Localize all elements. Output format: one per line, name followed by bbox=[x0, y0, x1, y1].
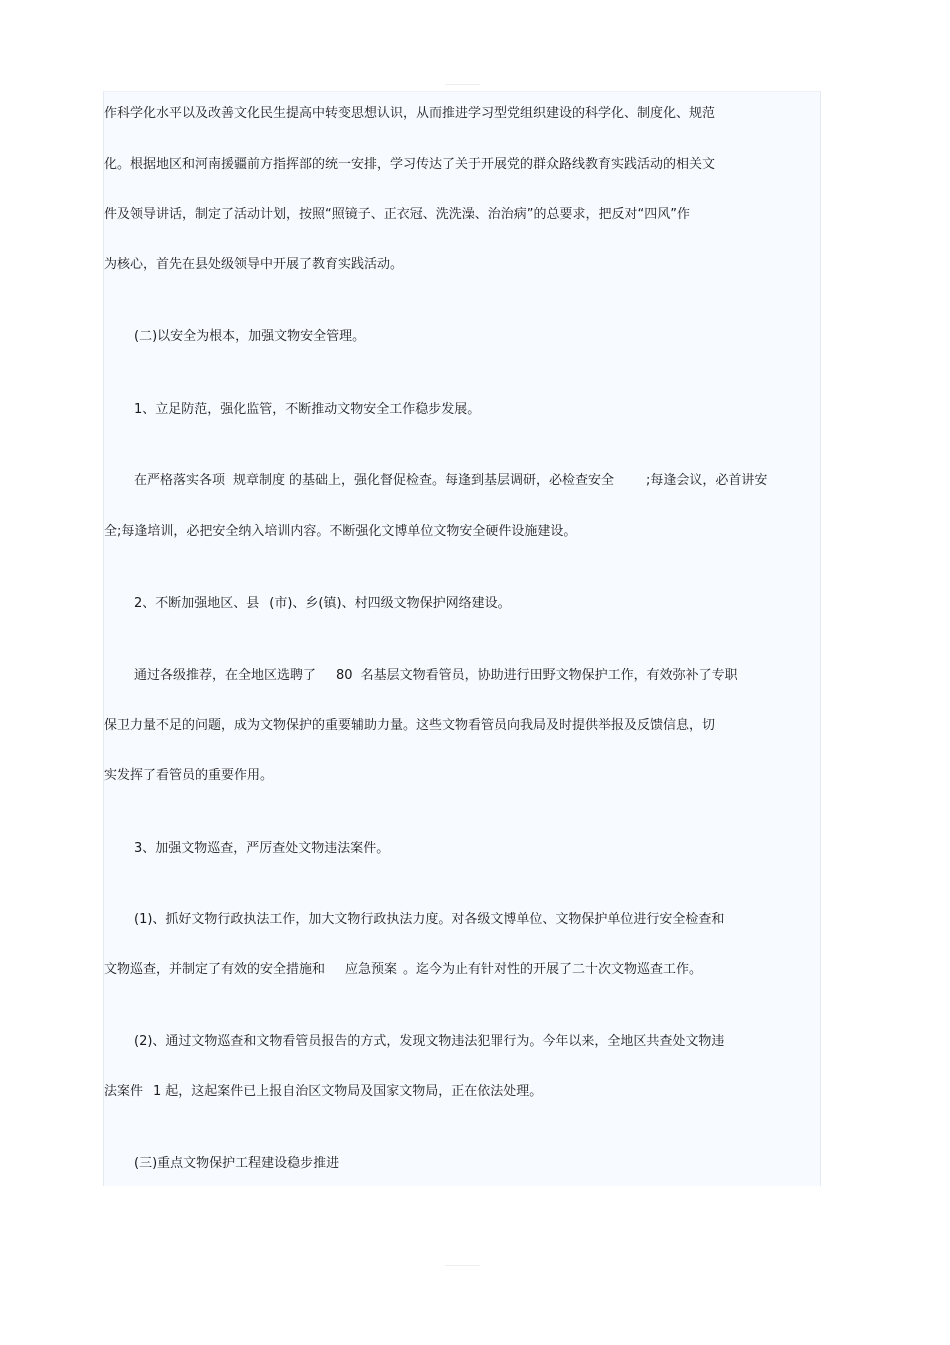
section-heading-2: (二)以安全为根本，加强文物安全管理。 bbox=[134, 329, 366, 344]
text-segment: 文物巡查，并制定了有效的安全措施和 bbox=[104, 962, 326, 977]
paragraph-1-line-1: 作科学化水平以及改善文化民生提高中转变思想认识，从而推进学习型党组织建设的科学化、制度化、规范 bbox=[104, 106, 716, 121]
text-segment: ;每逢会议，必首讲安 bbox=[646, 473, 768, 488]
custodian-paragraph-line-1 bbox=[134, 668, 738, 684]
custodian-paragraph-line-3: 实发挥了看管员的重要作用。 bbox=[104, 768, 274, 783]
subheading-2 bbox=[134, 596, 511, 612]
text-segment: 80 bbox=[336, 668, 353, 683]
section-heading-3: (三)重点文物保护工程建设稳步推进 bbox=[134, 1156, 340, 1171]
subheading-3: 3、加强文物巡查，严厉查处文物违法案件。 bbox=[134, 841, 390, 856]
text-segment: 通过各级推荐，在全地区选聘了 bbox=[134, 668, 317, 683]
text-segment: 1 bbox=[153, 1084, 162, 1099]
text-segment: 的基础上，强化督促检查。每逢到基层调研，必检查安全 bbox=[289, 473, 615, 488]
item-1-line-1: (1)、抓好文物行政执法工作，加大文物行政执法力度。对各级文博单位、文物保护单位进行安全检查和 bbox=[134, 912, 725, 927]
text-segment: 。迄今为止有针对性的开展了二十次文物巡查工作。 bbox=[403, 962, 703, 977]
subheading-1: 1、立足防范，强化监管，不断推动文物安全工作稳步发展。 bbox=[134, 402, 481, 417]
custodian-paragraph-line-2: 保卫力量不足的问题，成为文物保护的重要辅助力量。这些文物看管员向我局及时提供举报及反馈信息，切 bbox=[104, 718, 716, 733]
paragraph-1-line-4: 为核心，首先在县处级领导中开展了教育实践活动。 bbox=[104, 257, 404, 272]
text-segment: 法案件 bbox=[104, 1084, 144, 1099]
text-segment: 在严格落实各项 bbox=[134, 473, 226, 488]
text-segment: 2、不断加强地区、县 bbox=[134, 596, 260, 611]
text-segment: (市)、乡(镇)、村四级文物保护网络建设。 bbox=[269, 596, 511, 611]
bottom-divider-mark bbox=[445, 1265, 480, 1266]
text-segment: 起，这起案件已上报自治区文物局及国家文物局，正在依法处理。 bbox=[165, 1084, 543, 1099]
item-1-line-2 bbox=[104, 962, 702, 978]
top-divider-mark bbox=[445, 84, 480, 85]
safety-paragraph-line-1 bbox=[134, 473, 767, 489]
text-segment: 名基层文物看管员，协助进行田野文物保护工作，有效弥补了专职 bbox=[360, 668, 738, 683]
item-2-line-2 bbox=[104, 1084, 542, 1100]
safety-paragraph-line-2: 全;每逢培训，必把安全纳入培训内容。不断强化文博单位文物安全硬件设施建设。 bbox=[104, 524, 577, 539]
paragraph-1-line-2: 化。根据地区和河南援疆前方指挥部的统一安排，学习传达了关于开展党的群众路线教育实践活动的相关文 bbox=[104, 157, 716, 172]
item-2-line-1: (2)、通过文物巡查和文物看管员报告的方式，发现文物违法犯罪行为。今年以来，全地区共查处文物违 bbox=[134, 1034, 725, 1049]
paragraph-1-line-3: 件及领导讲话，制定了活动计划，按照“照镜子、正衣冠、洗洗澡、治治病”的总要求，把反对“四风”作 bbox=[104, 207, 690, 222]
text-segment: 应急预案 bbox=[345, 962, 398, 977]
page-content-area bbox=[103, 91, 821, 1186]
text-segment: 规章制度 bbox=[233, 473, 286, 488]
